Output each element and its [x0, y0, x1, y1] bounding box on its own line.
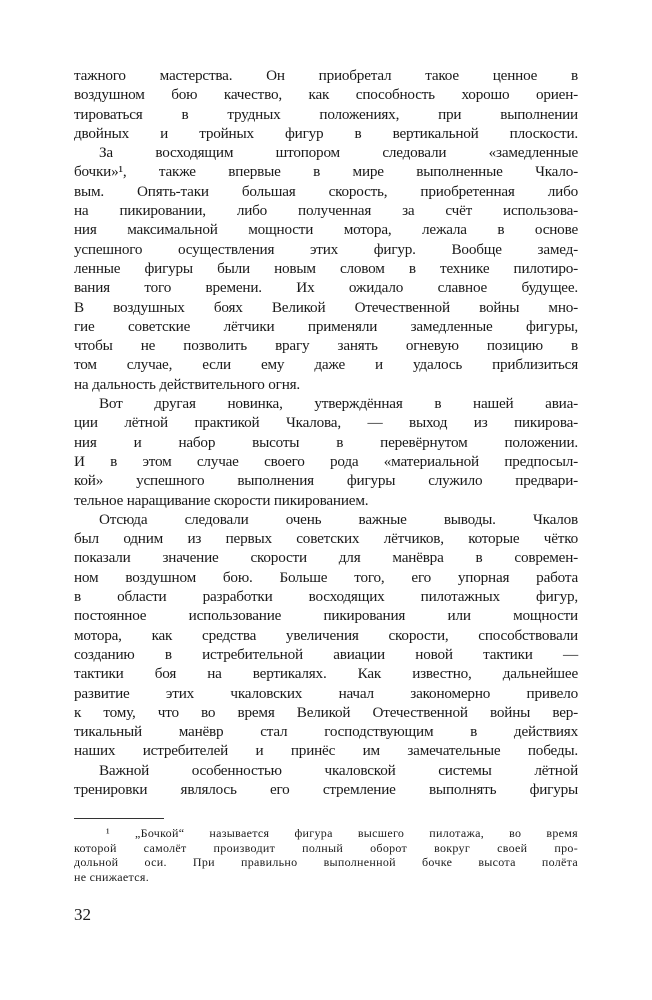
text-line: вым. Опять-таки большая скорость, приобретенная либо: [74, 182, 578, 200]
text-line: чтобы не позволить врагу занять огневую позицию в: [74, 337, 578, 355]
footnote-line: дольной оси. При правильно выполненной бочке высота полёта: [74, 855, 578, 869]
text-line: тажного мастерства. Он приобретал такое ценное в: [74, 67, 578, 84]
text-line: показали значение скорости для манёвра в современ-: [74, 549, 578, 567]
text-line: развитие этих чкаловских начал закономерно привело: [74, 684, 578, 702]
text-line: постоянное использование пикирования или мощности: [74, 607, 578, 625]
text-line: к тому, что во время Великой Отечественной войны вер-: [74, 703, 578, 721]
text-line: тельное наращивание скорости пикированием.: [74, 491, 369, 509]
text-line: Отсюда следовали очень важные выводы. Чкалов: [99, 510, 578, 528]
text-line: тикальный манёвр стал господствующим в действиях: [74, 723, 578, 741]
text-line: на дальность действительного огня.: [74, 375, 301, 393]
footnote-line: которой самолёт производит полный оборот вокруг своей про-: [74, 840, 578, 855]
text-line: вания того времени. Их ожидало славное будущее.: [74, 279, 578, 297]
page-number: 32: [74, 905, 91, 924]
text-line: бочки»¹, также впервые в мире выполненные Чкало-: [74, 163, 578, 181]
text-line: ния и набор высоты в перевёрнутом положении.: [74, 433, 578, 451]
text-line: Вот другая новинка, утверждённая в нашей авиа-: [99, 395, 578, 413]
footnote-line: не снижается.: [74, 869, 149, 884]
text-line: тироваться в трудных положениях, при выполнении: [74, 105, 578, 123]
text-line: ленные фигуры были новым словом в технике пилотиро-: [74, 259, 578, 277]
text-line: успешного осуществления этих фигур. Вообще замед-: [74, 240, 578, 258]
text-line: наших истребителей и принёс им замечательные победы.: [74, 742, 578, 760]
text-line: Важной особенностью чкаловской системы лётной: [99, 761, 578, 779]
body-text: [74, 66, 578, 799]
footnote-line: ¹ „Бочкой“ называется фигура высшего пилотажа, во время: [106, 826, 578, 840]
text-line: гие советские лётчики применяли замедленные фигуры,: [74, 317, 578, 335]
text-line: кой» успешного выполнения фигуры служило предвари-: [74, 472, 578, 490]
text-line: воздушном бою качество, как способность хорошо ориен-: [74, 86, 578, 104]
text-line: в области разработки восходящих пилотажных фигур,: [74, 588, 578, 606]
text-line: том случае, если ему даже и удалось приблизиться: [74, 356, 578, 374]
text-line: За восходящим штопором следовали «замедленные: [99, 144, 578, 162]
text-line: двойных и тройных фигур в вертикальной плоскости.: [74, 124, 578, 142]
text-line: тактики боя на вертикалях. Как известно, дальнейшее: [74, 665, 578, 683]
text-line: ции лётной практикой Чкалова, — выход из пикирова-: [74, 414, 578, 432]
text-line: И в этом случае своего рода «материальной предпосыл-: [74, 452, 578, 470]
text-line: созданию в истребительной авиации новой тактики —: [74, 645, 578, 663]
text-line: ном воздушном бою. Больше того, его упорная работа: [74, 568, 578, 586]
footnote: [74, 826, 578, 884]
text-line: В воздушных боях Великой Отечественной войны мно-: [74, 298, 578, 316]
text-line: ния максимальной мощности мотора, лежала в основе: [74, 221, 578, 239]
text-line: на пикировании, либо полученная за счёт использова-: [74, 202, 578, 220]
text-line: мотора, как средства увеличения скорости, способствовали: [74, 626, 578, 644]
text-line: был одним из первых советских лётчиков, которые чётко: [74, 530, 578, 548]
footnote-divider: [74, 818, 164, 819]
text-line: тренировки являлось его стремление выполнять фигуры: [74, 780, 578, 798]
